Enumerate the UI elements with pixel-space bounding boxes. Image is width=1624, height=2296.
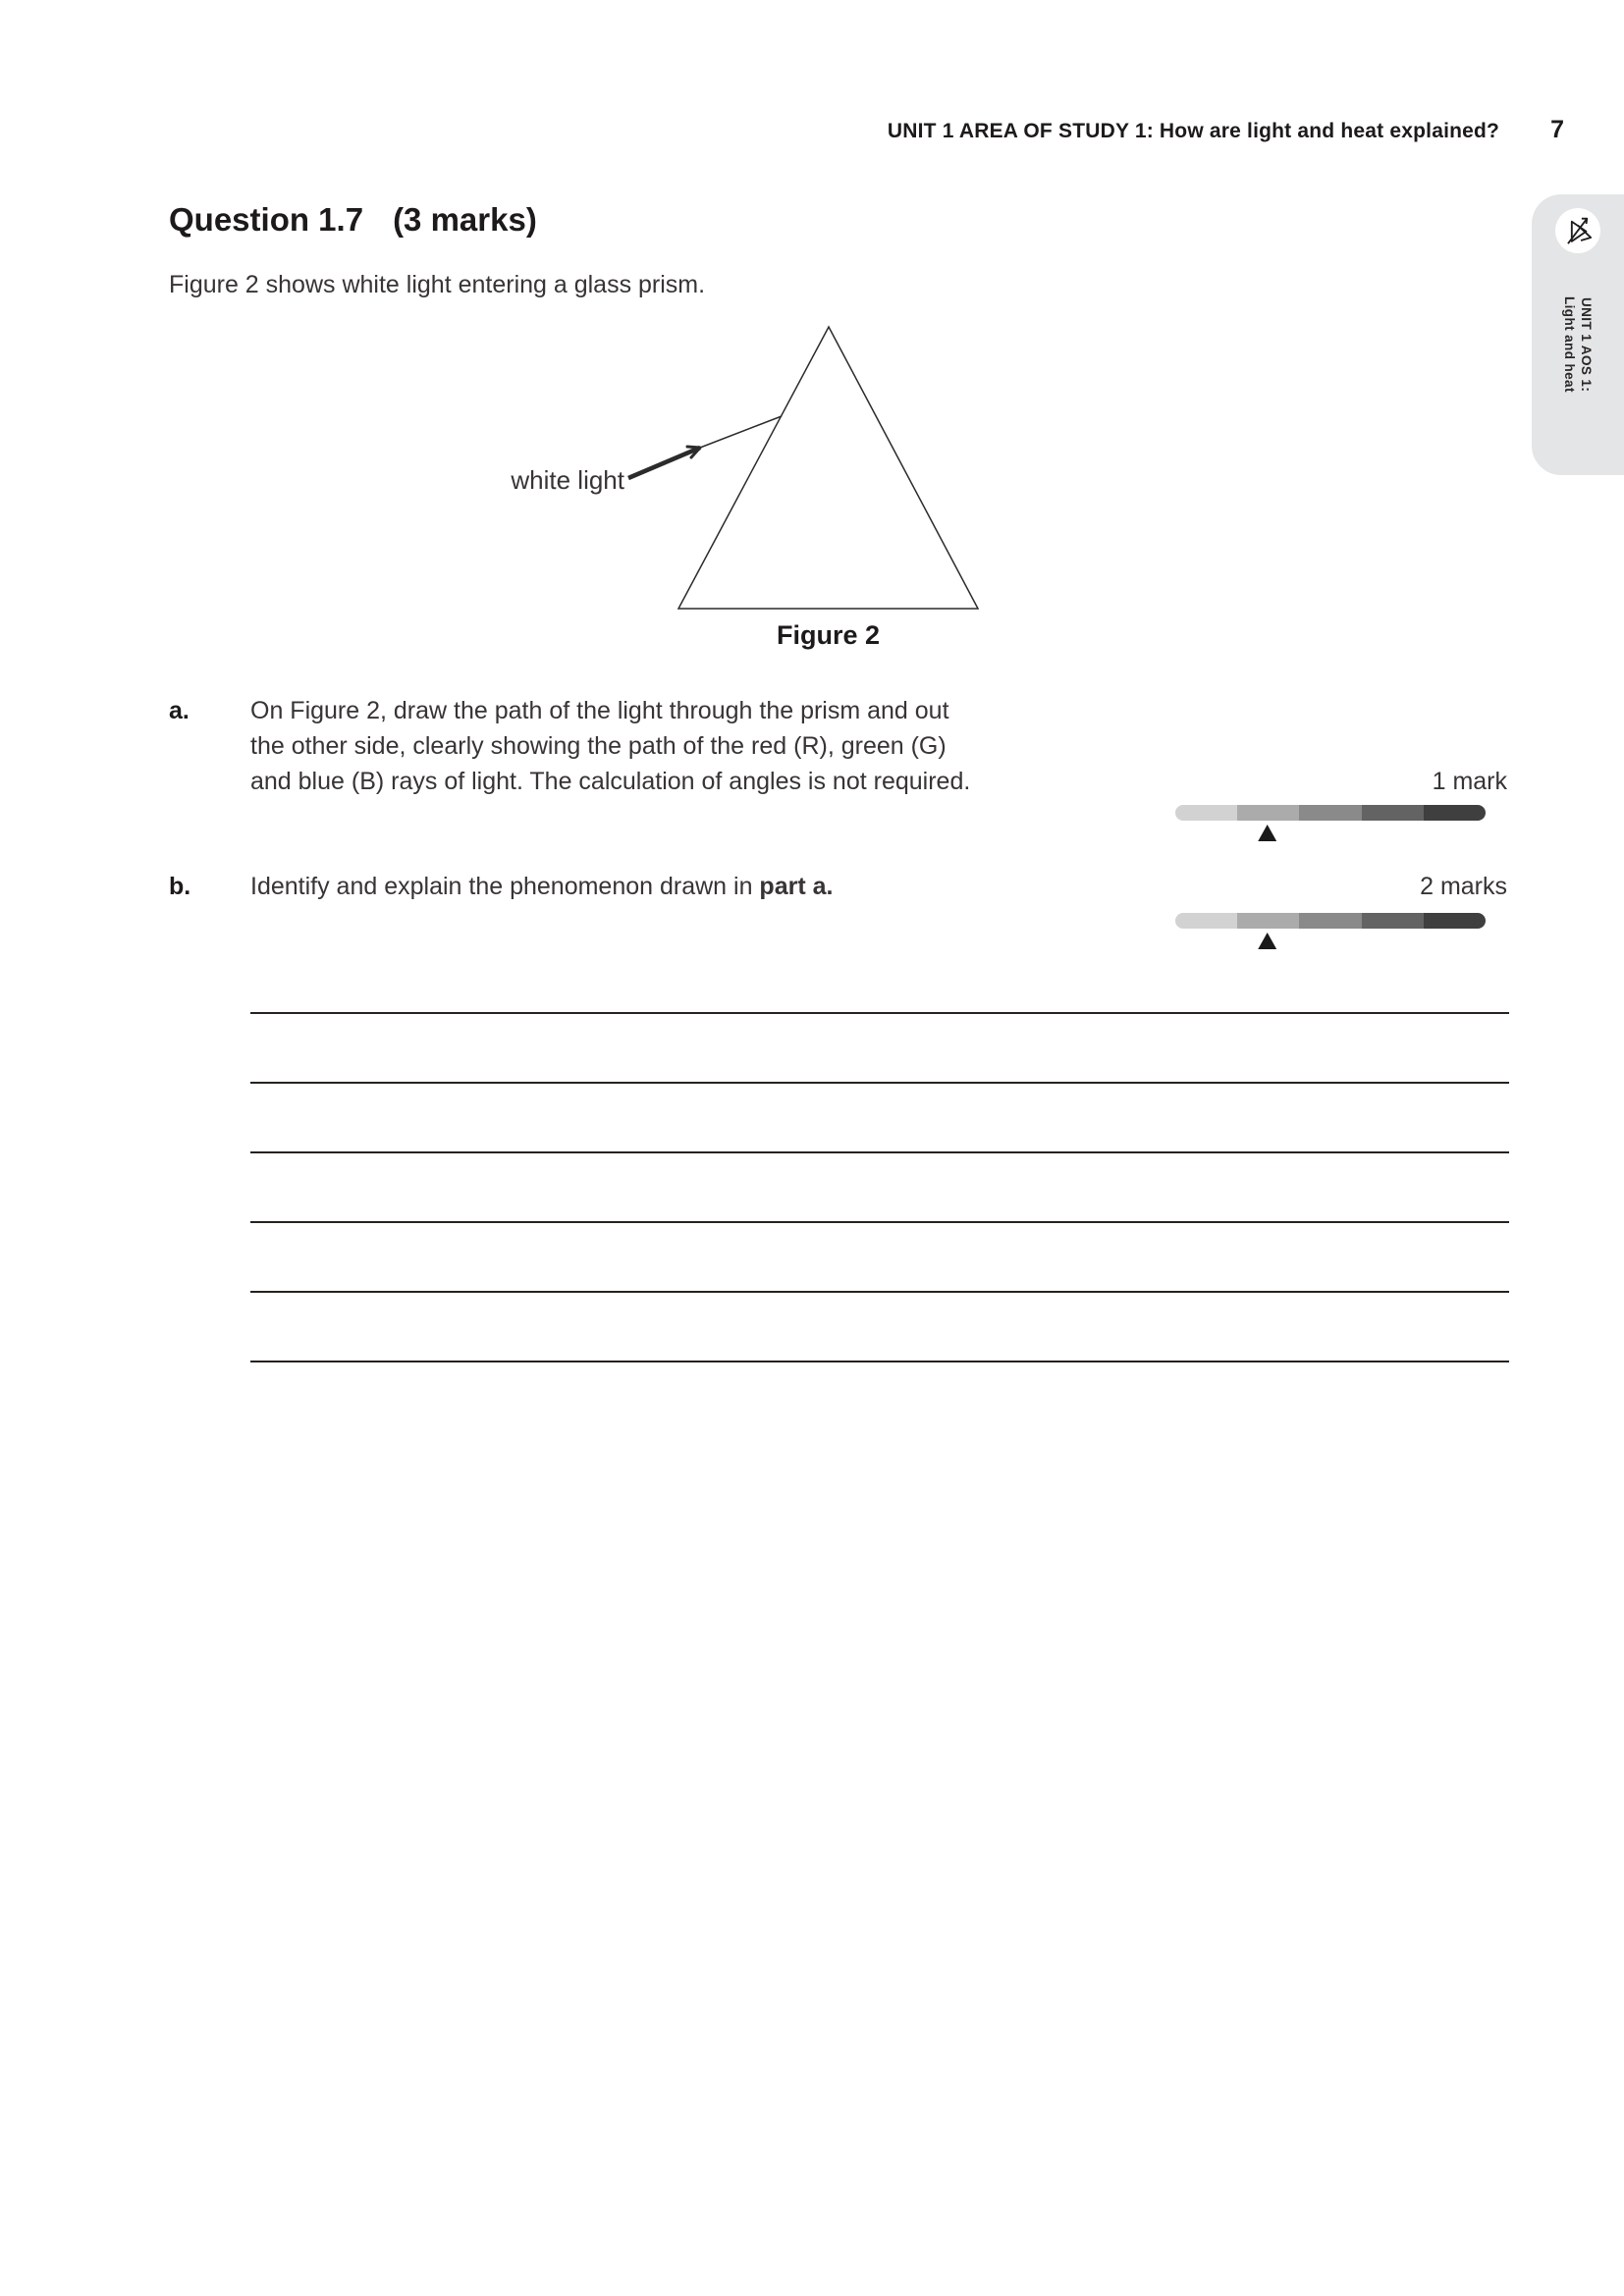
difficulty-bar-a: [1175, 805, 1486, 841]
tab-label: [1561, 296, 1595, 393]
difficulty-segment-5: [1424, 805, 1486, 821]
answer-line[interactable]: [250, 1151, 1509, 1153]
answer-line[interactable]: [250, 1221, 1509, 1223]
part-a-marks: 1 mark: [1432, 768, 1507, 795]
answer-line[interactable]: [250, 1361, 1509, 1362]
prism-light-icon: [1561, 214, 1595, 247]
incident-ray-line: [700, 416, 782, 448]
answer-line[interactable]: [250, 1082, 1509, 1084]
part-a-line-2: the other side, clearly showing the path of the red (R), green (G): [250, 732, 947, 760]
difficulty-segment-1: [1175, 913, 1237, 929]
prism-triangle: [678, 327, 978, 609]
page-header: [0, 116, 1564, 144]
difficulty-segment-1: [1175, 805, 1237, 821]
figure-caption: Figure 2: [776, 620, 881, 650]
ray-leader-line: [628, 448, 700, 478]
difficulty-segment-4: [1362, 805, 1424, 821]
difficulty-segment-2: [1237, 805, 1299, 821]
question-title: [169, 201, 537, 239]
difficulty-segment-2: [1237, 913, 1299, 929]
part-a-marker: a.: [169, 697, 189, 724]
part-b-marker: b.: [169, 873, 191, 900]
tab-icon-circle: [1555, 208, 1600, 253]
white-light-label: white light: [511, 465, 624, 495]
difficulty-bar: [1175, 913, 1486, 929]
question-total-marks: (3 marks): [393, 201, 537, 238]
difficulty-segment-5: [1424, 913, 1486, 929]
part-a-line-3: and blue (B) rays of light. The calculation of angles is not required.: [250, 768, 971, 795]
part-b-text-bold: part a.: [759, 873, 834, 900]
part-a-line-1: On Figure 2, draw the path of the light through the prism and out: [250, 697, 949, 724]
header-title: UNIT 1 AREA OF STUDY 1: How are light and heat explained?: [887, 120, 1500, 142]
part-a-text: [250, 693, 1154, 799]
tab-label-line-2: Light and heat: [1562, 296, 1577, 393]
part-b-text-plain: Identify and explain the phenomenon drawn in: [250, 873, 760, 900]
question-number: Question 1.7: [169, 201, 364, 238]
difficulty-marker-icon: [1258, 933, 1276, 949]
difficulty-segment-3: [1299, 913, 1361, 929]
page-number: 7: [1550, 116, 1564, 143]
question-intro: Figure 2 shows white light entering a glass prism.: [169, 271, 706, 298]
part-b-marks: 2 marks: [1420, 873, 1507, 900]
difficulty-segment-4: [1362, 913, 1424, 929]
section-tab[interactable]: [1532, 194, 1624, 475]
difficulty-bar-b: [1175, 913, 1486, 949]
difficulty-segment-3: [1299, 805, 1361, 821]
answer-line[interactable]: [250, 1291, 1509, 1293]
answer-line[interactable]: [250, 1012, 1509, 1014]
difficulty-bar: [1175, 805, 1486, 821]
prism-diagram[interactable]: [589, 314, 1001, 620]
difficulty-marker-icon: [1258, 825, 1276, 841]
part-b-text: [250, 869, 1232, 904]
tab-label-line-1: UNIT 1 AOS 1:: [1579, 296, 1594, 393]
